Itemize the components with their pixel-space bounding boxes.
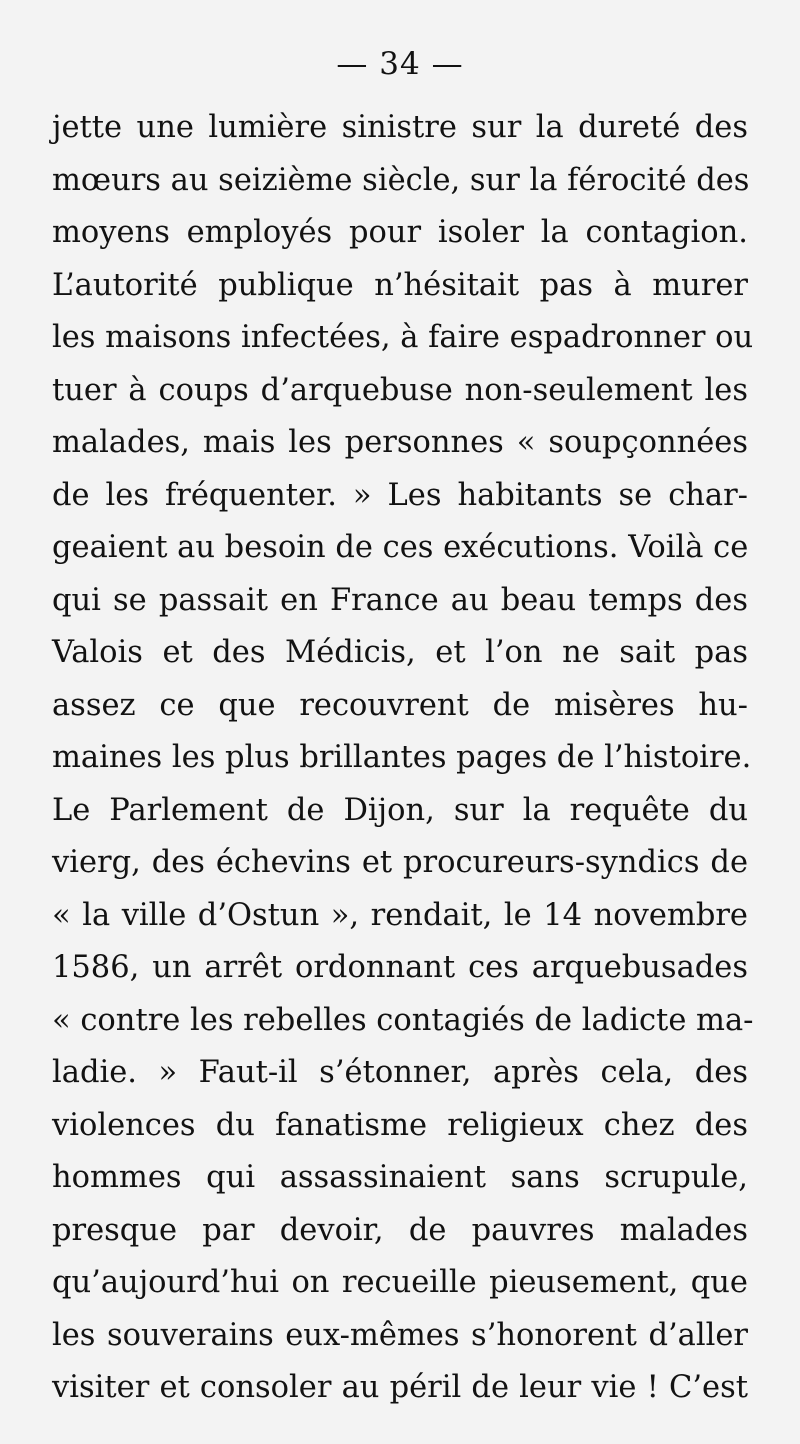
text-line: hommes qui assassinaient sans scrupule, xyxy=(52,1160,748,1195)
page-number: — 34 — xyxy=(336,46,464,82)
text-line: mœurs au seizième siècle, sur la férocité des xyxy=(52,162,750,198)
text-line: « la ville d’Ostun », rendait, le 14 novembre xyxy=(52,897,748,933)
text-line: Valois et des Médicis, et l’on ne sait pas xyxy=(52,635,748,670)
text-line: les souverains eux-mêmes s’honorent d’aller xyxy=(52,1317,748,1353)
text-line: tuer à coups d’arquebuse non-seulement les xyxy=(52,372,748,408)
body-text xyxy=(52,102,754,1415)
text-line: presque par devoir, de pauvres malades xyxy=(52,1212,748,1248)
text-line: Le Parlement de Dijon, sur la requête du xyxy=(52,792,748,828)
text-line: 1586, un arrêt ordonnant ces arquebusades xyxy=(52,950,748,985)
text-line: assez ce que recouvrent de misères hu- xyxy=(52,687,748,723)
text-line: ladie. » Faut-il s’étonner, après cela, des xyxy=(52,1055,748,1090)
text-line: de les fréquenter. » Les habitants se char- xyxy=(52,477,748,513)
text-line: les maisons infectées, à faire espadronner ou xyxy=(52,320,754,355)
text-line: maines les plus brillantes pages de l’histoire. xyxy=(52,740,752,775)
text-line: L’autorité publique n’hésitait pas à murer xyxy=(52,267,748,303)
text-line: vierg, des échevins et procureurs-syndics de xyxy=(52,845,748,880)
text-line: malades, mais les personnes « soupçonnées xyxy=(52,425,748,460)
text-line: qu’aujourd’hui on recueille pieusement, que xyxy=(52,1265,748,1300)
text-line: violences du fanatisme religieux chez des xyxy=(52,1107,748,1143)
text-line: geaient au besoin de ces exécutions. Voilà ce xyxy=(52,530,749,565)
text-line: « contre les rebelles contagiés de ladicte ma- xyxy=(52,1002,754,1038)
text-line: jette une lumière sinistre sur la dureté des xyxy=(52,110,748,145)
text-line: qui se passait en France au beau temps des xyxy=(52,582,748,618)
text-line: moyens employés pour isoler la contagion. xyxy=(52,215,748,250)
text-line: visiter et consoler au péril de leur vie ! C’est xyxy=(52,1370,748,1405)
